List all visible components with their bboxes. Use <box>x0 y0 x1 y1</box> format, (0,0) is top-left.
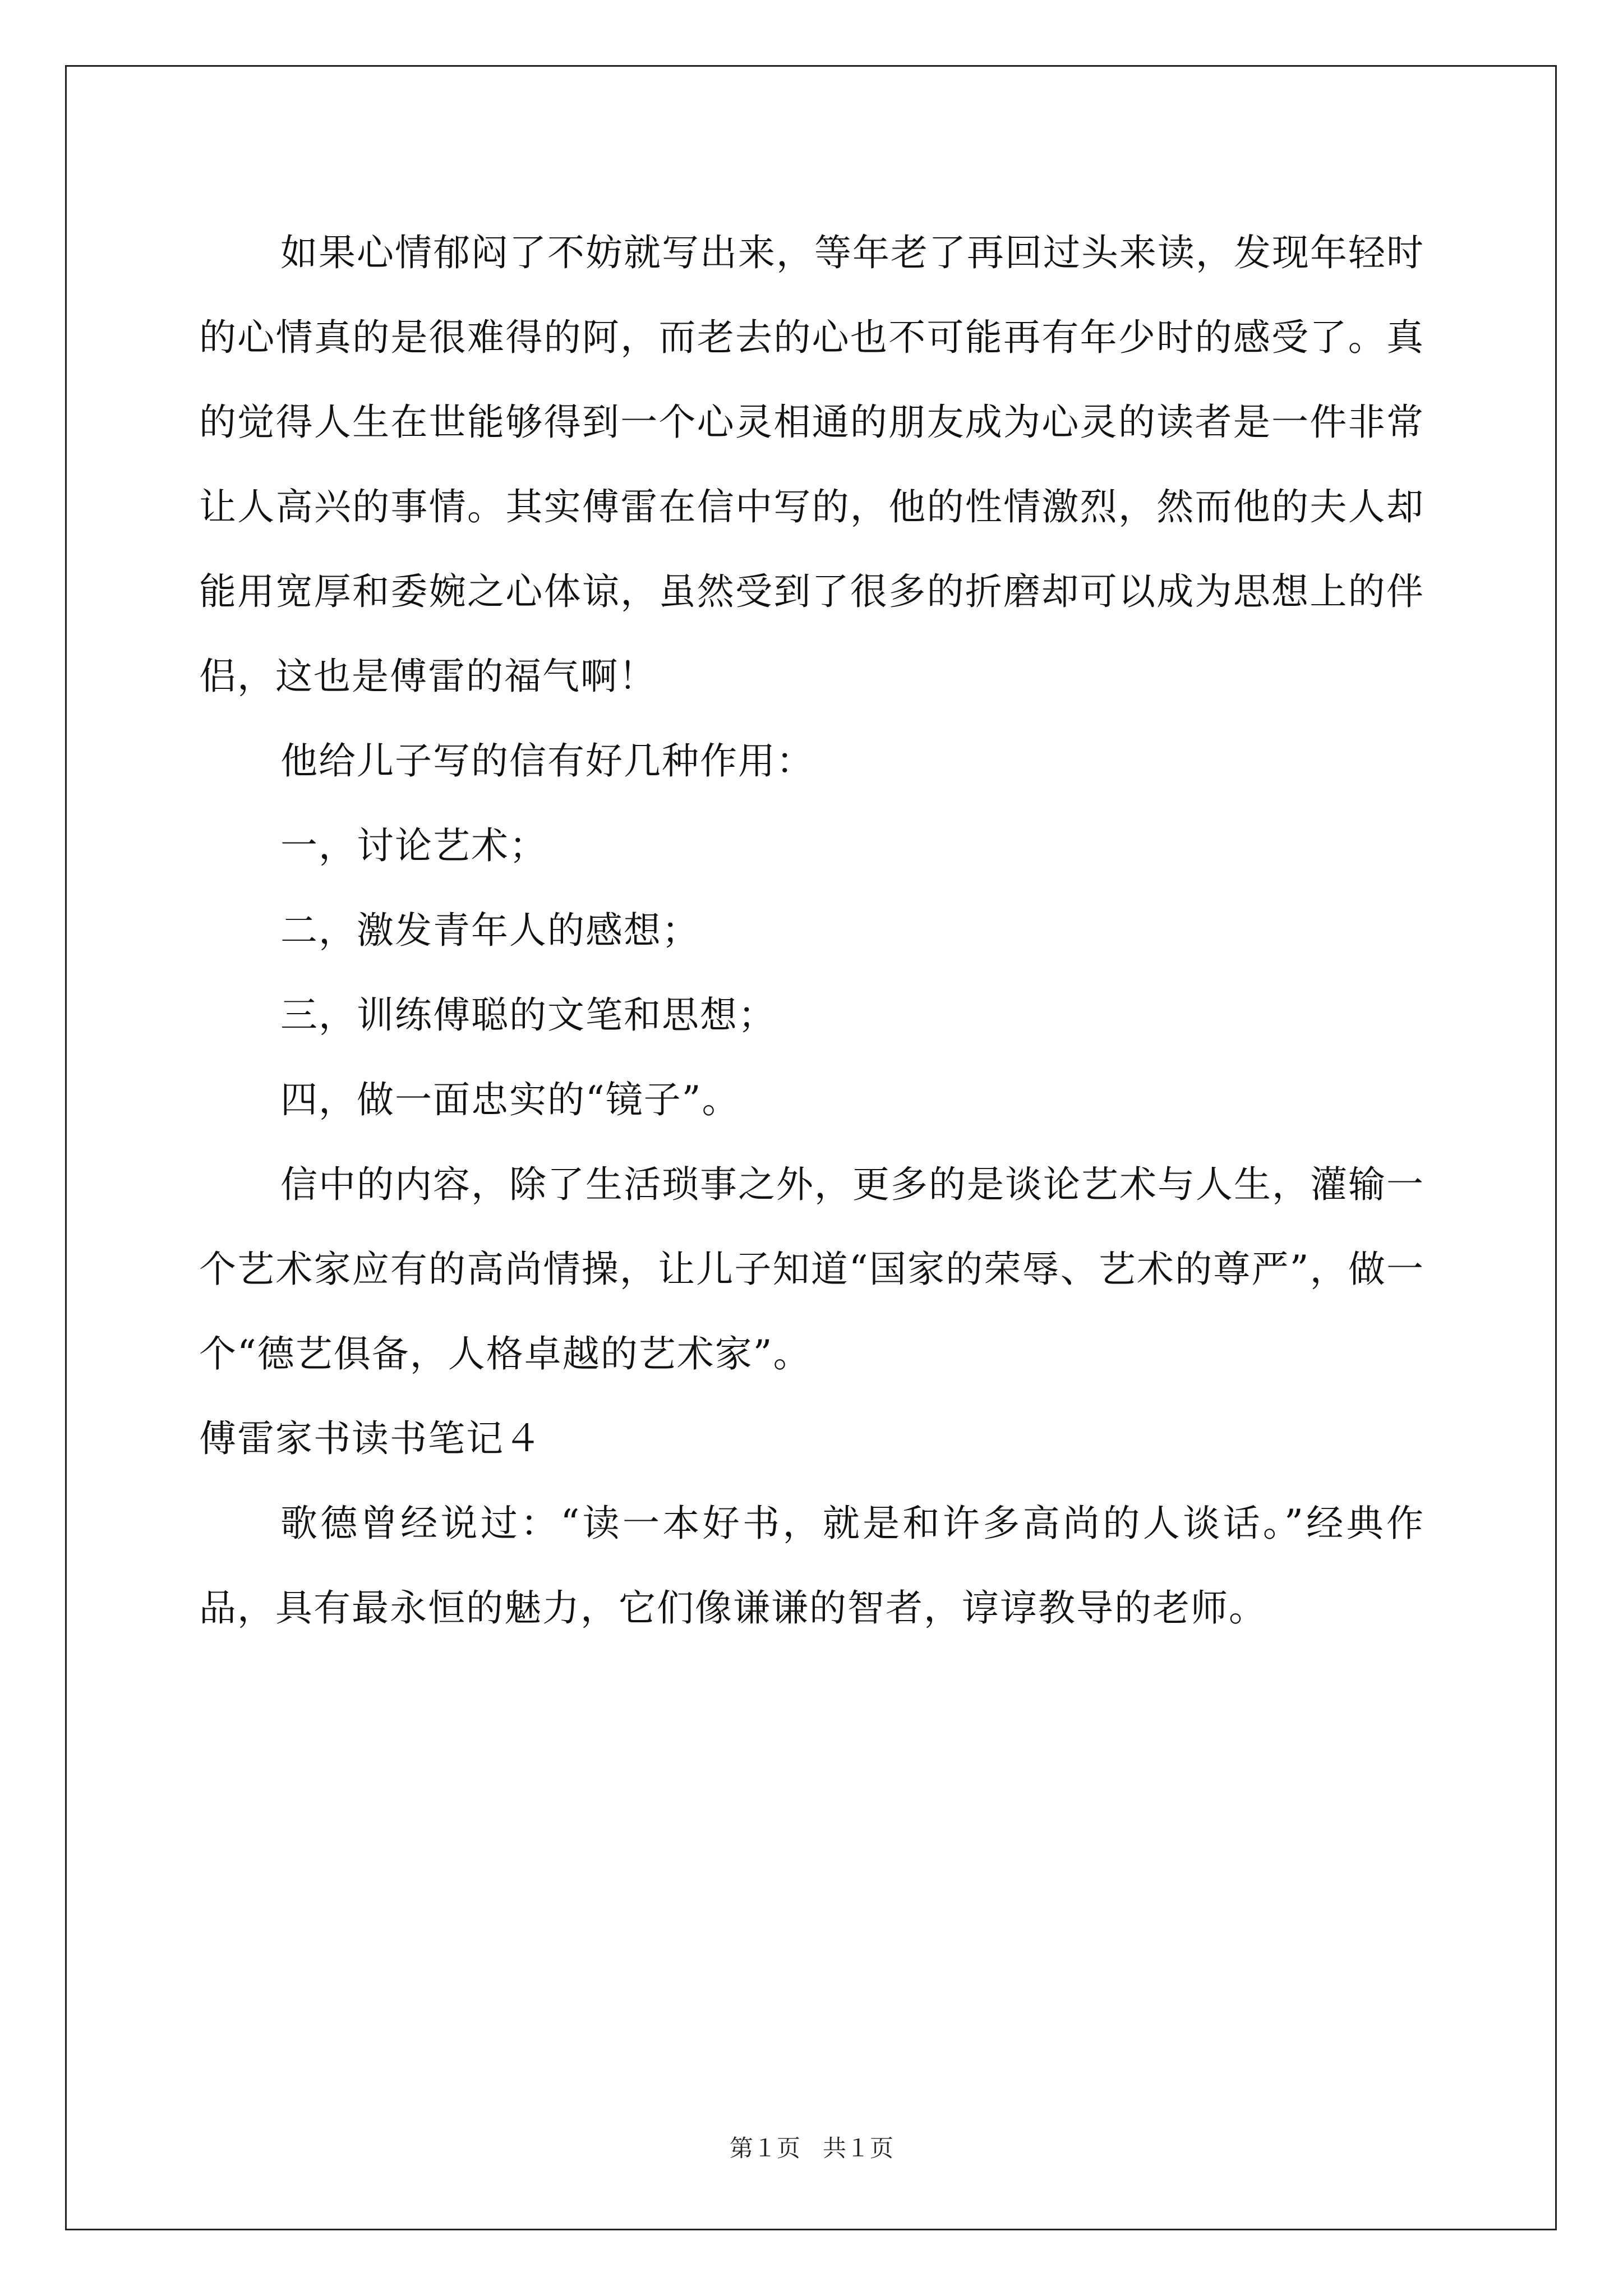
paragraph: 信中的内容，除了生活琐事之外，更多的是谈论艺术与人生，灌输一个艺术家应有的高尚情操，让儿子知道“国家的荣辱、艺术的尊严”，做一个“德艺俱备，人格卓越的艺术家”。 <box>199 1163 1424 1375</box>
list-item: 二，激发青年人的感想； <box>280 909 700 952</box>
paragraph: 歌德曾经说过：“读一本好书，就是和许多高尚的人谈话。”经典作品，具有最永恒的魅力，它们像谦谦的智者，谆谆教导的老师。 <box>199 1502 1424 1630</box>
paragraph: 他给儿子写的信有好几种作用： <box>280 739 814 783</box>
document-body <box>199 210 1424 1650</box>
page-number: 第１页 <box>729 2134 800 2162</box>
list-item: 一，讨论艺术； <box>280 824 547 867</box>
list-item: 三，训练傅聪的文笔和思想； <box>280 993 776 1037</box>
page-total: 共１页 <box>823 2134 894 2162</box>
page-footer <box>0 2132 1623 2165</box>
list-item: 四，做一面忠实的“镜子”。 <box>280 1078 740 1121</box>
section-title: 傅雷家书读书笔记４ <box>199 1417 542 1460</box>
paragraph: 如果心情郁闷了不妨就写出来，等年老了再回过头来读，发现年轻时的心情真的是很难得的阿，而老去的心也不可能再有年少时的感受了。真的觉得人生在世能够得到一个心灵相通的朋友成为心灵的读者是一件非常让人高兴的事情。其实傅雷在信中写的，他的性情激烈，然而他的夫人却能用宽厚和委婉之心体谅，虽然受到了很多的折磨却可以成为思想上的伴侣，这也是傅雷的福气啊！ <box>199 231 1424 698</box>
